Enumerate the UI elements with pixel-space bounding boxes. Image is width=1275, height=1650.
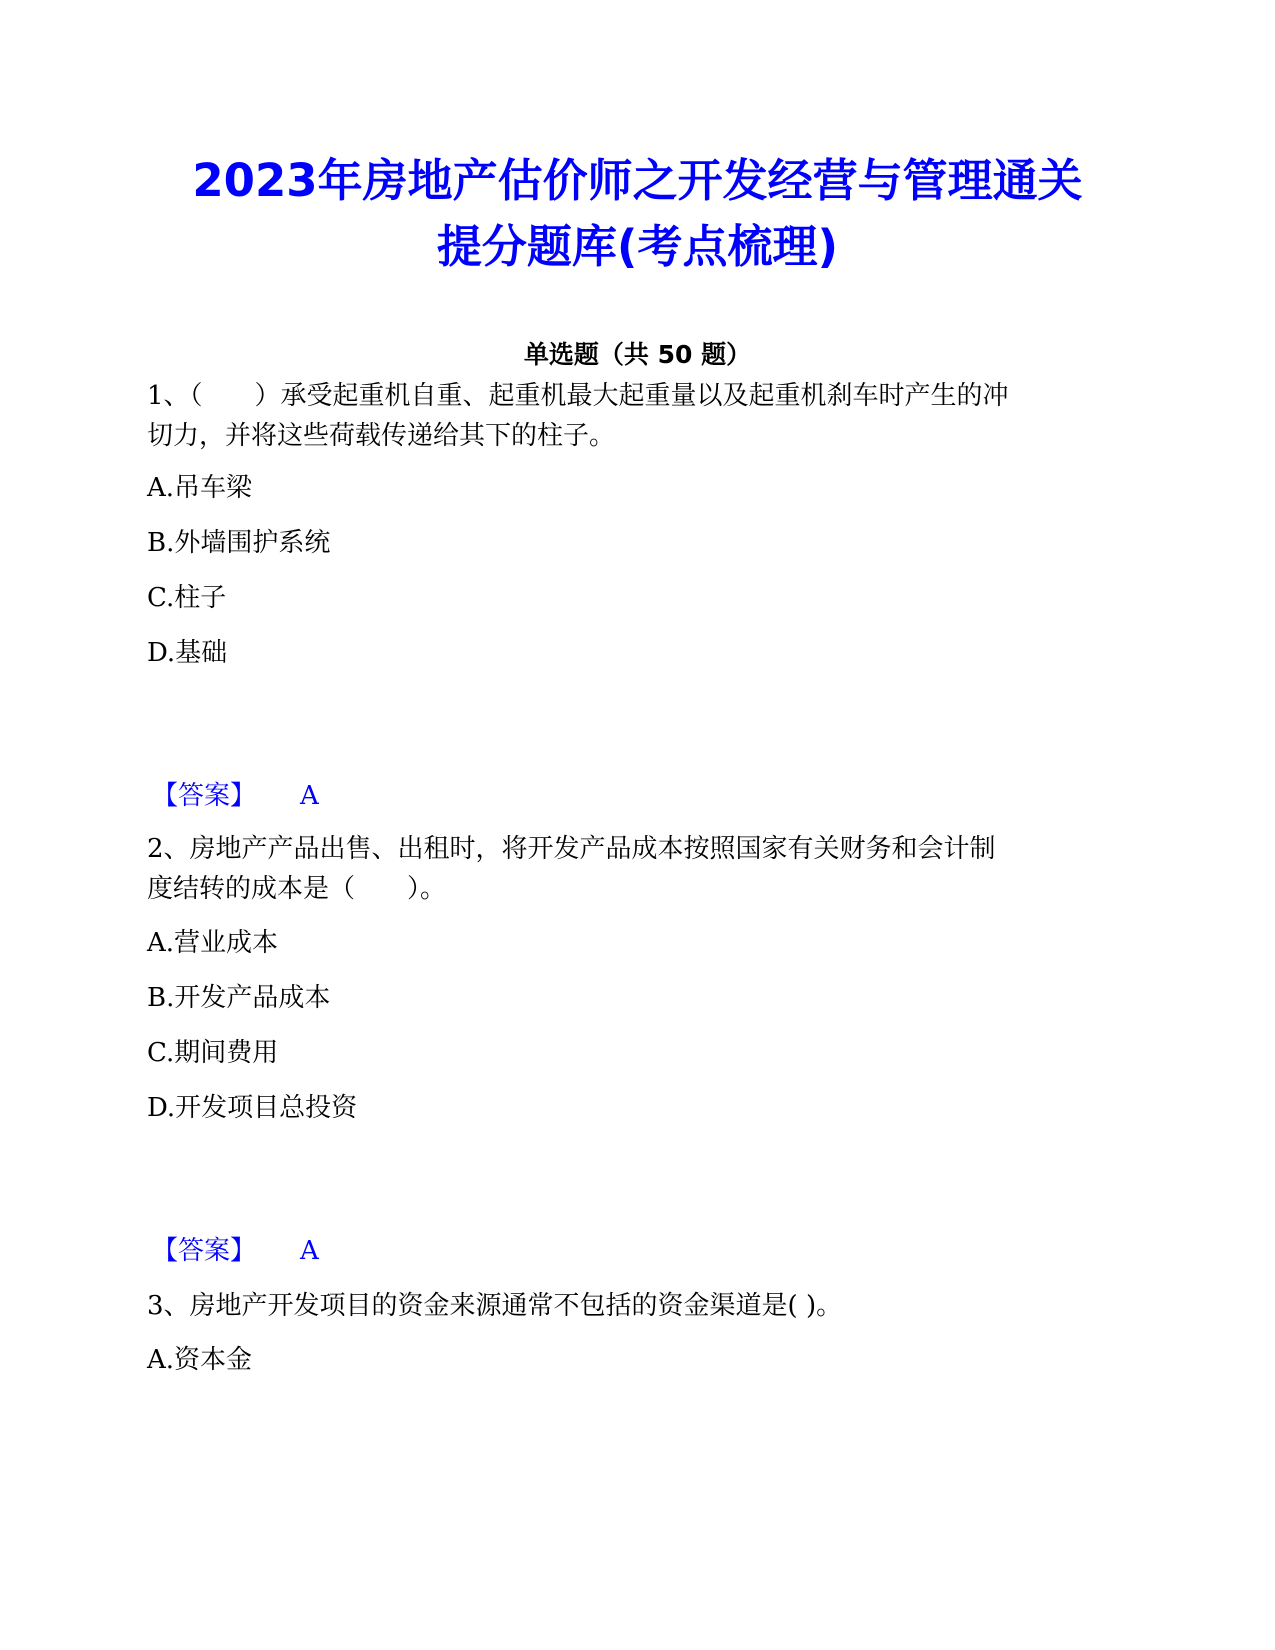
document-title	[0, 148, 1275, 280]
question-3-stem: 3、房地产开发项目的资金来源通常不包括的资金渠道是( )。	[147, 1291, 843, 1321]
question-1-stem-line-2: 切力，并将这些荷载传递给其下的柱子。	[147, 421, 616, 451]
question-1-option-c: C.柱子	[147, 583, 227, 613]
answer-value: A	[300, 1236, 319, 1266]
document-title-line-1: 2023年房地产估价师之开发经营与管理通关	[192, 154, 1083, 207]
question-1	[147, 376, 1107, 456]
answer-value: A	[300, 781, 319, 811]
question-2-stem	[147, 829, 1107, 909]
document-title-line-2: 提分题库(考点梳理)	[436, 220, 839, 273]
question-1-option-a: A.吊车梁	[147, 473, 253, 503]
question-3	[147, 1286, 1107, 1326]
question-2-option-c: C.期间费用	[147, 1038, 279, 1068]
question-2-answer	[152, 1233, 319, 1269]
question-1-answer	[152, 778, 319, 814]
answer-label: 【答案】	[152, 1236, 257, 1266]
question-2	[147, 829, 1107, 909]
question-2-stem-line-2: 度结转的成本是（ ）。	[147, 874, 447, 904]
answer-label: 【答案】	[152, 781, 257, 811]
question-1-stem-line-1: 1、（ ）承受起重机自重、起重机最大起重量以及起重机刹车时产生的冲	[147, 381, 1009, 411]
question-1-option-d: D.基础	[147, 638, 228, 668]
question-3-option-a: A.资本金	[147, 1345, 253, 1375]
question-1-stem	[147, 376, 1107, 456]
question-2-stem-line-1: 2、房地产产品出售、出租时，将开发产品成本按照国家有关财务和会计制	[147, 834, 996, 864]
question-2-option-d: D.开发项目总投资	[147, 1093, 358, 1123]
question-2-option-b: B.开发产品成本	[147, 983, 331, 1013]
question-1-option-b: B.外墙围护系统	[147, 528, 331, 558]
section-heading: 单选题（共 50 题）	[523, 340, 752, 369]
question-2-option-a: A.营业成本	[147, 928, 279, 958]
